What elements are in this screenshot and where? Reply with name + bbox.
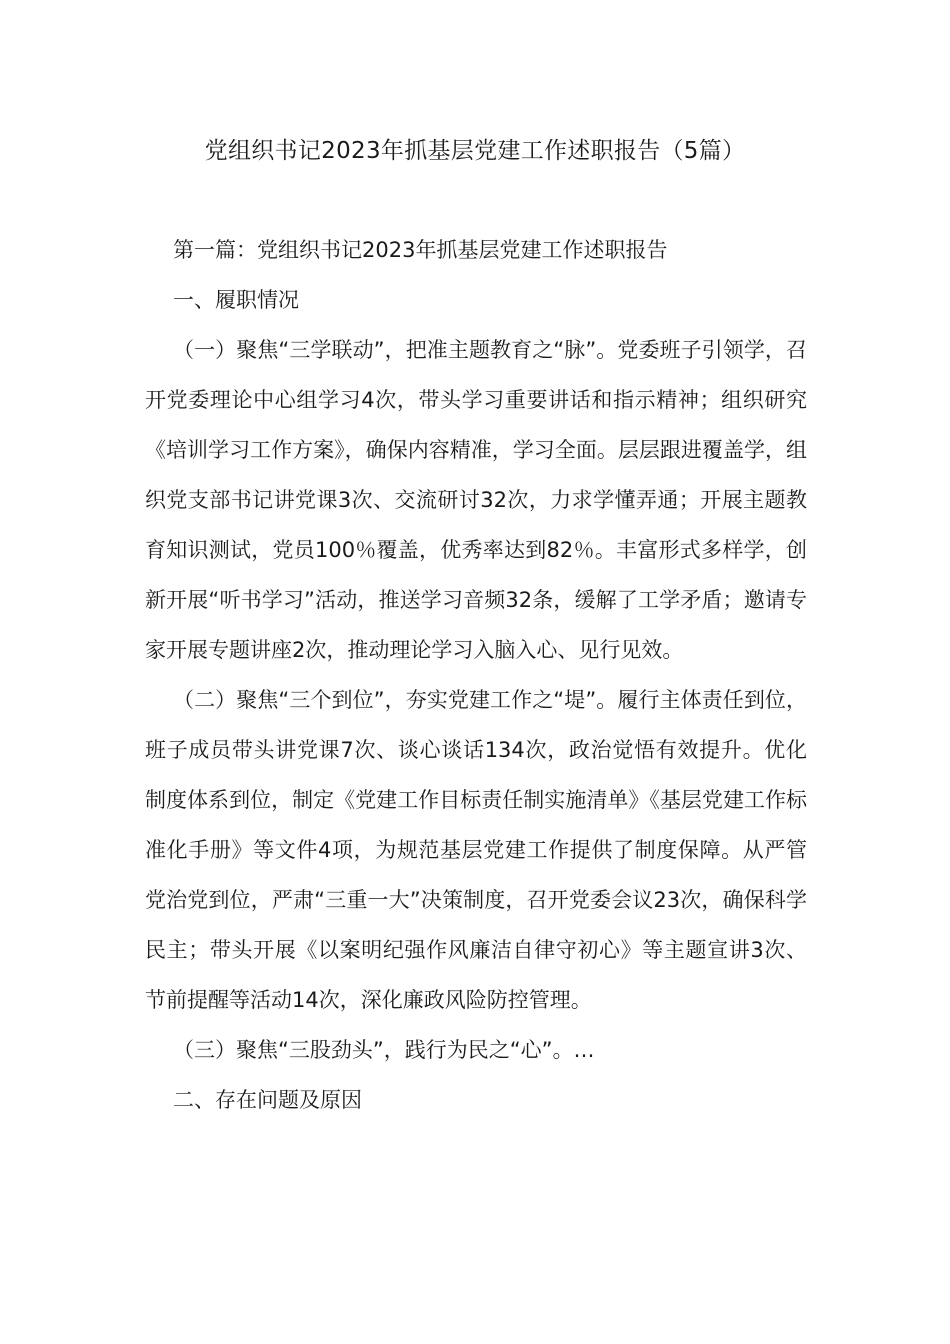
section-heading-duty-performance: 一、履职情况: [173, 288, 299, 312]
paragraph-three-efforts: （三）聚焦“三股劲头”，践行为民之“心”。…: [173, 1038, 595, 1062]
section-heading-problems-and-causes: 二、存在问题及原因: [173, 1088, 362, 1112]
paragraph-three-learning-linkage: （一）聚焦“三学联动”，把准主题教育之“脉”。党委班子引领学，召开党委理论中心组学习4次，带头学习重要讲话和指示精神；组织研究《培训学习工作方案》，确保内容精准，学习全面。层层跟进覆盖学，组织党支部书记讲党课3次、交流研讨32次，力求学懂弄通；开展主题教育知识测试，党员100％覆盖，优秀率达到82％。丰富形式多样学，创新开展“听书学习”活动，推送学习音频32条，缓解了工学矛盾；邀请专家开展专题讲座2次，推动理论学习入脑入心、见行见效。: [145, 338, 807, 662]
paragraph-three-in-place: （二）聚焦“三个到位”，夯实党建工作之“堤”。履行主体责任到位，班子成员带头讲党课7次、谈心谈话134次，政治觉悟有效提升。优化制度体系到位，制定《党建工作目标责任制实施清单》《基层党建工作标准化手册》等文件4项，为规范基层党建工作提供了制度保障。从严管党治党到位，严肃“三重一大”决策制度，召开党委会议23次，确保科学民主；带头开展《以案明纪强作风廉洁自律守初心》等主题宣讲3次、节前提醒等活动14次，深化廉政风险防控管理。: [145, 688, 807, 1012]
document-title: 党组织书记2023年抓基层党建工作述职报告（5篇）: [204, 138, 746, 164]
section-heading-first-report: 第一篇：党组织书记2023年抓基层党建工作述职报告: [173, 238, 668, 262]
document-body: [145, 225, 807, 1125]
